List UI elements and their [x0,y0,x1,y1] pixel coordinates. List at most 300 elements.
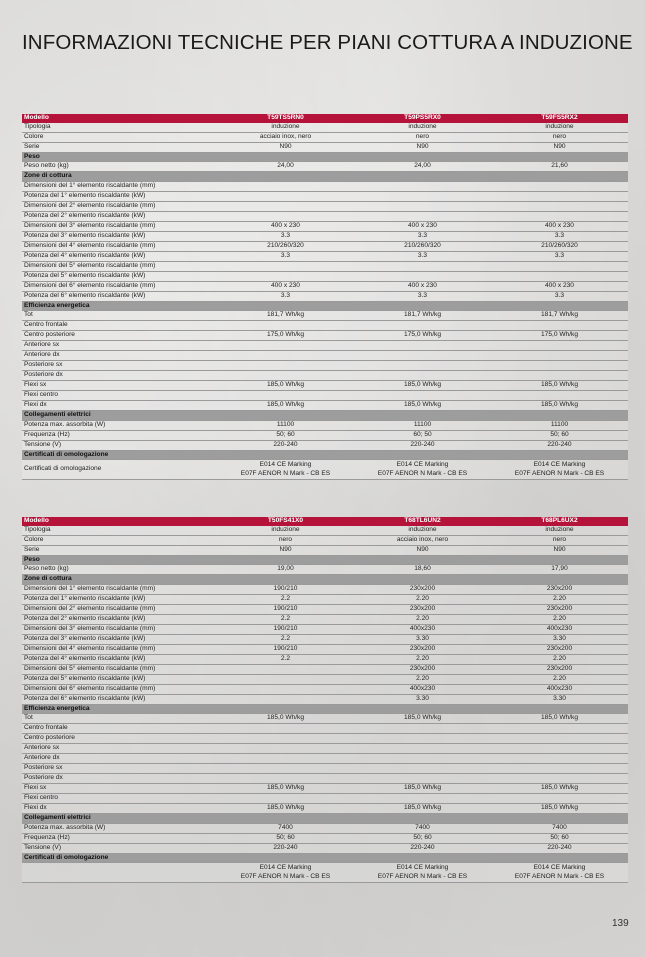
table-row [22,132,628,142]
cell-value [217,694,354,704]
cell-value: 230x200 [491,604,628,614]
cell-value [217,211,354,221]
section-title: Certificati di omologazione [22,853,628,863]
cell-value: 11100 [354,420,491,430]
row-label: Potenza del 6° elemento riscaldante (kW) [22,694,217,704]
cell-value: nero [217,535,354,545]
cell-value: 21,60 [491,162,628,172]
cell-value [354,744,491,754]
cell-value: 2.20 [491,674,628,684]
row-label: Potenza max. assorbita (W) [22,823,217,833]
table-row [22,734,628,744]
cell-value: nero [491,535,628,545]
cell-value [491,754,628,764]
table-row [22,526,628,536]
cell-value: 3.30 [354,634,491,644]
cert-line: E014 CE Marking [259,864,312,871]
cert-cell [217,863,354,883]
cell-value [354,201,491,211]
row-label: Frequenza (Hz) [22,430,217,440]
cell-value [354,321,491,331]
section-row [22,411,628,421]
cell-value: 3.3 [354,251,491,261]
table-row [22,823,628,833]
cell-value: 230x200 [491,664,628,674]
cell-value: 400 x 230 [354,281,491,291]
cell-value: nero [354,132,491,142]
row-label: Flexi dx [22,804,217,814]
cell-value: 2.2 [217,594,354,604]
cell-value: 220-240 [491,843,628,853]
page-number: 139 [612,918,629,929]
table-row [22,804,628,814]
cell-value [491,734,628,744]
cell-value: 7400 [354,823,491,833]
cell-value: 3.3 [354,231,491,241]
cell-value: 3.3 [491,251,628,261]
table-header-row [22,114,628,123]
cell-value: 185,0 Wh/kg [491,714,628,724]
cell-value [217,361,354,371]
cell-value: 3.30 [491,634,628,644]
cert-cell [491,460,628,480]
cell-value [354,734,491,744]
model-name: T68TL6UN2 [354,517,491,526]
section-title: Efficienza energetica [22,301,628,311]
row-label: Centro frontale [22,724,217,734]
table-row [22,123,628,133]
row-label: Potenza del 4° elemento riscaldante (kW) [22,654,217,664]
model-name: T59TS5RN0 [217,114,354,123]
cert-line: E07F AENOR N Mark - CB ES [514,469,605,477]
cell-value: 181,7 Wh/kg [491,311,628,321]
table-row [22,201,628,211]
table-row [22,724,628,734]
cell-value [354,261,491,271]
row-label: Serie [22,142,217,152]
cell-value: 190/210 [217,644,354,654]
table-row [22,624,628,634]
table-row [22,361,628,371]
table-row [22,162,628,172]
cell-value: 190/210 [217,624,354,634]
cell-value [354,774,491,784]
table-row [22,381,628,391]
cell-value: 17,90 [491,565,628,575]
table-row [22,311,628,321]
cert-cell [354,863,491,883]
cell-value: induzione [354,123,491,133]
row-label: Posteriore dx [22,371,217,381]
section-title: Certificati di omologazione [22,450,628,460]
cell-value: 230x200 [354,644,491,654]
section-row [22,152,628,162]
cell-value: 185,0 Wh/kg [354,381,491,391]
row-label: Tipologia [22,123,217,133]
cell-value: 400 x 230 [491,221,628,231]
row-label: Peso netto (kg) [22,162,217,172]
cell-value [354,181,491,191]
cell-value: 181,7 Wh/kg [217,311,354,321]
cell-value: 210/260/320 [217,241,354,251]
cell-value [491,764,628,774]
table-row [22,634,628,644]
table-row [22,614,628,624]
cell-value [354,191,491,201]
table-row [22,694,628,704]
section-row [22,853,628,863]
row-label: Potenza del 2° elemento riscaldante (kW) [22,211,217,221]
table-row [22,584,628,594]
cert-cell [354,460,491,480]
row-label: Flexi dx [22,401,217,411]
cell-value: 230x200 [491,584,628,594]
cell-value: 11100 [491,420,628,430]
cell-value [354,764,491,774]
table-row [22,291,628,301]
cell-value [217,684,354,694]
cell-value [217,321,354,331]
cell-value: 2.20 [491,594,628,604]
cell-value: 185,0 Wh/kg [354,401,491,411]
row-label: Potenza max. assorbita (W) [22,420,217,430]
table-row [22,221,628,231]
cert-line: E014 CE Marking [396,864,449,871]
section-title: Peso [22,152,628,162]
table-row [22,833,628,843]
table-row [22,231,628,241]
row-label: Posteriore sx [22,764,217,774]
cell-value: 50; 60 [217,833,354,843]
cell-value [354,351,491,361]
table-row [22,764,628,774]
cell-value: induzione [217,123,354,133]
cell-value [354,724,491,734]
table-row [22,391,628,401]
cell-value: 3.30 [491,694,628,704]
cell-value: 50; 60 [217,430,354,440]
cell-value: 185,0 Wh/kg [491,804,628,814]
table-row [22,181,628,191]
table-row [22,371,628,381]
cell-value: 230x200 [354,584,491,594]
cell-value [491,361,628,371]
cell-value: 2.20 [354,674,491,684]
cell-value: 2.2 [217,634,354,644]
row-label: Flexi sx [22,381,217,391]
row-label: Dimensioni del 3° elemento riscaldante (mm) [22,624,217,634]
cell-value: 185,0 Wh/kg [217,401,354,411]
table-row [22,420,628,430]
table-row [22,674,628,684]
cell-value: acciaio inox, nero [217,132,354,142]
page-title: INFORMAZIONI TECNICHE PER PIANI COTTURA A INDUZIONE [22,31,633,54]
table-row [22,211,628,221]
cell-value: 400x230 [354,624,491,634]
cell-value: 19,00 [217,565,354,575]
cell-value: N90 [217,545,354,555]
table-row [22,321,628,331]
cell-value: 230x200 [354,664,491,674]
model-name: T50FS41X0 [217,517,354,526]
row-label: Dimensioni del 2° elemento riscaldante (mm) [22,604,217,614]
cell-value: 7400 [491,823,628,833]
row-label: Dimensioni del 2° elemento riscaldante (mm) [22,201,217,211]
cert-line: E07F AENOR N Mark - CB ES [514,872,605,880]
table-row [22,351,628,361]
cell-value [217,774,354,784]
table-row [22,774,628,784]
table-row [22,281,628,291]
cell-value [491,794,628,804]
table-row [22,843,628,853]
cell-value: induzione [217,526,354,536]
cell-value: 400 x 230 [217,281,354,291]
cert-line: E014 CE Marking [533,864,586,871]
table-row [22,251,628,261]
table-row [22,271,628,281]
cell-value: N90 [491,142,628,152]
table-row [22,784,628,794]
cell-value [491,341,628,351]
row-label: Certificati di omologazione [22,460,217,480]
table-row [22,794,628,804]
table-row [22,430,628,440]
cell-value: 220-240 [217,440,354,450]
header-label: Modello [22,517,217,526]
row-label: Tot [22,714,217,724]
section-title: Peso [22,555,628,565]
row-label: Potenza del 2° elemento riscaldante (kW) [22,614,217,624]
cell-value [491,261,628,271]
cell-value [491,201,628,211]
cell-value: 11100 [217,420,354,430]
row-label: Centro posteriore [22,331,217,341]
cell-value [491,371,628,381]
table-row [22,261,628,271]
table-row [22,644,628,654]
cell-value [491,724,628,734]
cell-value [217,201,354,211]
cell-value: 24,00 [217,162,354,172]
table-row [22,545,628,555]
cell-value: 190/210 [217,604,354,614]
cell-value [491,744,628,754]
row-label: Dimensioni del 4° elemento riscaldante (mm) [22,644,217,654]
cell-value [491,211,628,221]
row-label: Flexi centro [22,391,217,401]
cell-value: 175,0 Wh/kg [491,331,628,341]
cell-value [491,181,628,191]
table-header-row [22,517,628,526]
cell-value: 185,0 Wh/kg [354,784,491,794]
cell-value [491,271,628,281]
cell-value: 185,0 Wh/kg [217,381,354,391]
cell-value: 400x230 [354,684,491,694]
section-title: Zone di cottura [22,575,628,585]
table-row [22,594,628,604]
row-label: Tensione (V) [22,843,217,853]
cell-value: 50; 60 [491,833,628,843]
section-row [22,450,628,460]
cell-value: 24,00 [354,162,491,172]
row-label: Peso netto (kg) [22,565,217,575]
cell-value [217,181,354,191]
cert-cell [217,460,354,480]
cell-value: 3.3 [217,251,354,261]
cell-value: 2.20 [354,614,491,624]
spec-table-1 [22,114,628,480]
cert-line: E014 CE Marking [533,461,586,468]
cell-value: 400 x 230 [217,221,354,231]
table-row [22,684,628,694]
cell-value [217,351,354,361]
row-label: Colore [22,535,217,545]
cell-value [217,341,354,351]
cell-value [354,794,491,804]
cell-value: 220-240 [491,440,628,450]
row-label: Dimensioni del 5° elemento riscaldante (mm) [22,664,217,674]
model-name: T59PS5RX0 [354,114,491,123]
cell-value [354,341,491,351]
cell-value: 185,0 Wh/kg [217,804,354,814]
cert-row [22,863,628,883]
cell-value: 400x230 [491,624,628,634]
row-label: Potenza del 1° elemento riscaldante (kW) [22,191,217,201]
cell-value [217,674,354,684]
cell-value [491,391,628,401]
row-label: Anteriore sx [22,744,217,754]
section-row [22,704,628,714]
cell-value: 210/260/320 [354,241,491,251]
cell-value: N90 [491,545,628,555]
section-title: Efficienza energetica [22,704,628,714]
cell-value: 18,60 [354,565,491,575]
cell-value [354,391,491,401]
cell-value: 2.20 [354,654,491,664]
cell-value: 3.30 [354,694,491,704]
cell-value: induzione [491,526,628,536]
cell-value [217,744,354,754]
row-label: Potenza del 5° elemento riscaldante (kW) [22,674,217,684]
row-label: Posteriore dx [22,774,217,784]
cell-value [217,391,354,401]
cell-value [491,321,628,331]
row-label: Centro posteriore [22,734,217,744]
row-label: Potenza del 5° elemento riscaldante (kW) [22,271,217,281]
table-row [22,331,628,341]
cell-value [354,361,491,371]
cert-line: E07F AENOR N Mark - CB ES [377,469,468,477]
row-label [22,863,217,883]
cert-line: E014 CE Marking [259,461,312,468]
row-label: Dimensioni del 6° elemento riscaldante (mm) [22,281,217,291]
row-label: Dimensioni del 1° elemento riscaldante (mm) [22,181,217,191]
row-label: Dimensioni del 1° elemento riscaldante (mm) [22,584,217,594]
cell-value: N90 [217,142,354,152]
cell-value: 220-240 [354,843,491,853]
row-label: Flexi sx [22,784,217,794]
cell-value: 185,0 Wh/kg [354,804,491,814]
row-label: Serie [22,545,217,555]
cell-value: 185,0 Wh/kg [491,784,628,794]
row-label: Colore [22,132,217,142]
section-row [22,814,628,824]
cell-value: 3.3 [217,231,354,241]
table-row [22,664,628,674]
cell-value [217,734,354,744]
cell-value: 60; 50 [354,430,491,440]
row-label: Potenza del 3° elemento riscaldante (kW) [22,231,217,241]
table-row [22,654,628,664]
cell-value: 190/210 [217,584,354,594]
row-label: Centro frontale [22,321,217,331]
row-label: Potenza del 3° elemento riscaldante (kW) [22,634,217,644]
row-label: Tensione (V) [22,440,217,450]
row-label: Frequenza (Hz) [22,833,217,843]
cell-value: 175,0 Wh/kg [354,331,491,341]
cert-cell [491,863,628,883]
section-row [22,172,628,182]
cell-value: nero [491,132,628,142]
cell-value [217,794,354,804]
cell-value [217,764,354,774]
row-label: Flexi centro [22,794,217,804]
cell-value: 2.20 [354,594,491,604]
row-label: Dimensioni del 6° elemento riscaldante (mm) [22,684,217,694]
model-name: T68PL6UX2 [491,517,628,526]
cell-value: 220-240 [354,440,491,450]
table-row [22,744,628,754]
table-row [22,191,628,201]
cell-value [491,351,628,361]
section-title: Collegamenti elettrici [22,411,628,421]
cell-value: 185,0 Wh/kg [354,714,491,724]
row-label: Posteriore sx [22,361,217,371]
row-label: Potenza del 4° elemento riscaldante (kW) [22,251,217,261]
section-row [22,555,628,565]
cell-value: 175,0 Wh/kg [217,331,354,341]
row-label: Anteriore sx [22,341,217,351]
table-row [22,440,628,450]
row-label: Tipologia [22,526,217,536]
cell-value [491,774,628,784]
cell-value [354,271,491,281]
cell-value: induzione [491,123,628,133]
section-title: Zone di cottura [22,172,628,182]
cell-value: 181,7 Wh/kg [354,311,491,321]
cell-value: 2.2 [217,654,354,664]
cell-value: 2.20 [491,654,628,664]
cell-value [217,754,354,764]
table-row [22,401,628,411]
cell-value: 400 x 230 [354,221,491,231]
row-label: Dimensioni del 4° elemento riscaldante (mm) [22,241,217,251]
cert-line: E014 CE Marking [396,461,449,468]
cell-value: acciaio inox, nero [354,535,491,545]
row-label: Dimensioni del 3° elemento riscaldante (mm) [22,221,217,231]
cell-value: N90 [354,545,491,555]
cell-value: 185,0 Wh/kg [217,784,354,794]
cell-value: 185,0 Wh/kg [217,714,354,724]
cell-value [217,271,354,281]
cert-line: E07F AENOR N Mark - CB ES [240,469,331,477]
cell-value: 7400 [217,823,354,833]
cell-value [217,191,354,201]
cell-value: 2.2 [217,614,354,624]
cert-row [22,460,628,480]
cell-value [217,371,354,381]
